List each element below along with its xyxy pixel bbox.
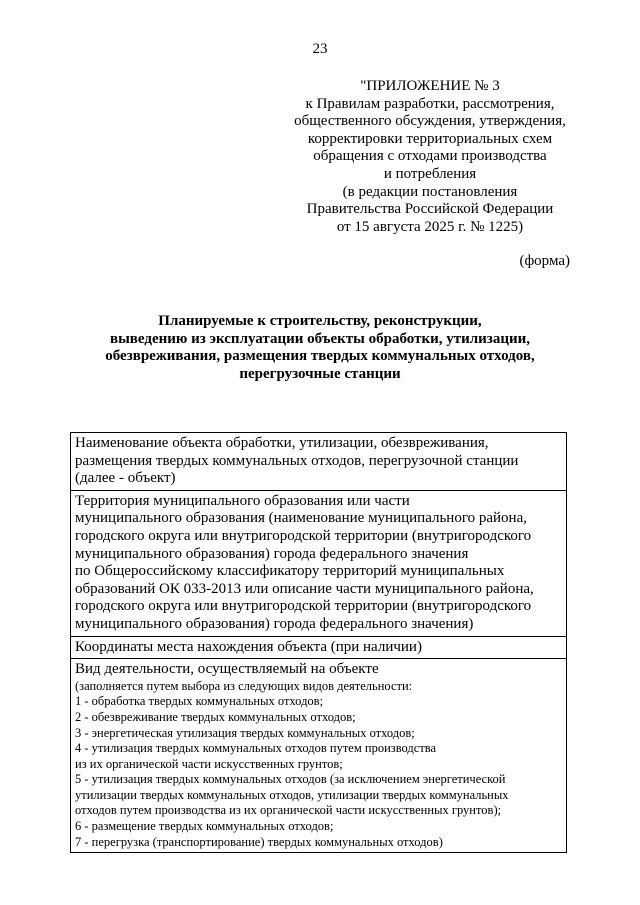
table-row (71, 490, 567, 636)
cell-line: Территория муниципального образования или части (75, 492, 410, 509)
activity-option: 1 - обработка твердых коммунальных отходов; (75, 694, 324, 709)
activity-option: отходов путем производства из их органической части искусственных грунтов); (75, 803, 502, 818)
cell-line: городского округа или внутригородской территории (внутригородского (75, 527, 532, 544)
cell-line: (далее - объект) (75, 470, 176, 487)
cell-line: муниципального образования (наименование муниципального района, (75, 510, 527, 527)
object-name-cell (71, 433, 567, 491)
activity-option: из их органической части искусственных грунтов; (75, 756, 343, 771)
appendix-line: от 15 августа 2025 г. № 1225) (336, 218, 524, 235)
territory-cell (71, 490, 567, 636)
coordinates-cell (71, 636, 567, 659)
form-note: (форма) (519, 253, 570, 269)
activity-option: 4 - утилизация твердых коммунальных отходов путем производства (75, 741, 437, 756)
page-number: 23 (312, 41, 328, 57)
cell-line: по Общероссийскому классификатору территорий муниципальных (75, 563, 505, 580)
activity-option: 3 - энергетическая утилизация твердых коммунальных отходов; (75, 725, 415, 740)
title-line: Планируемые к строительству, реконструкции, (158, 313, 482, 329)
appendix-line: (в редакции постановления (342, 183, 518, 200)
cell-line: муниципального образования) города федерального значения) (75, 615, 474, 632)
appendix-line: к Правилам разработки, рассмотрения, (305, 95, 555, 112)
title-line: обезвреживания, размещения твердых коммунальных отходов, (105, 348, 535, 365)
cell-line: образований ОК 033-2013 или описание части муниципального района, (75, 580, 534, 597)
appendix-line: корректировки территориальных схем (307, 130, 553, 147)
cell-line: Наименование объекта обработки, утилизации, обезвреживания, (75, 435, 489, 451)
document-title (0, 313, 640, 383)
appendix-line: и потребления (383, 165, 477, 182)
activity-option: 5 - утилизация твердых коммунальных отходов (за исключением энергетической (75, 772, 506, 787)
appendix-header (290, 78, 570, 236)
activity-option: 6 - размещение твердых коммунальных отходов; (75, 819, 334, 834)
appendix-line: "ПРИЛОЖЕНИЕ № 3 (360, 78, 500, 94)
activity-heading: Вид деятельности, осуществляемый на объекте (75, 661, 379, 678)
activity-type-cell (71, 659, 567, 853)
activity-option: (заполняется путем выбора из следующих видов деятельности: (75, 678, 413, 693)
table-row (71, 433, 567, 491)
cell-line: муниципального образования) города федерального значения (75, 545, 469, 562)
appendix-line: общественного обсуждения, утверждения, (294, 113, 566, 130)
cell-line: городского округа или внутригородской территории (внутригородского (75, 598, 532, 615)
table-row (71, 659, 567, 853)
table-row (71, 636, 567, 659)
title-line: выведению из эксплуатации объекты обработки, утилизации, (109, 330, 531, 347)
cell-line: Координаты места нахождения объекта (при наличии) (75, 638, 422, 655)
appendix-line: Правительства Российской Федерации (306, 201, 554, 218)
form-table (70, 432, 567, 853)
title-line: перегрузочные станции (239, 365, 401, 382)
activity-option: 7 - перегрузка (транспортирование) твердых коммунальных отходов) (75, 834, 443, 849)
cell-line: размещения твердых коммунальных отходов, перегрузочной станции (75, 452, 519, 469)
activity-option: утилизации твердых коммунальных отходов, утилизации твердых коммунальных (75, 787, 509, 802)
activity-option: 2 - обезвреживание твердых коммунальных отходов; (75, 709, 356, 724)
appendix-line: обращения с отходами производства (313, 148, 547, 165)
